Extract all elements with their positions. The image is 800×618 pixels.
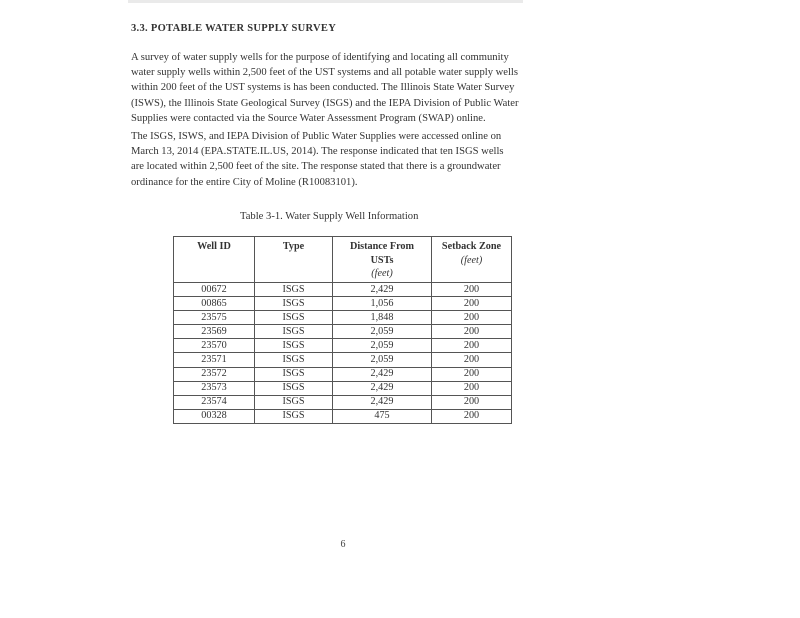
cell-distance: 2,059 bbox=[333, 339, 432, 353]
cell-distance: 1,848 bbox=[333, 311, 432, 325]
cell-well-id: 23574 bbox=[174, 395, 255, 409]
paragraph-line: Supplies were contacted via the Source Water Assessment Program (SWAP) online. bbox=[131, 112, 486, 124]
cell-type: ISGS bbox=[255, 283, 333, 297]
header-distance: Distance From USTs (feet) bbox=[333, 237, 432, 283]
cell-setback: 200 bbox=[432, 283, 512, 297]
top-edge-artifact bbox=[128, 0, 523, 3]
cell-type: ISGS bbox=[255, 409, 333, 423]
table-row bbox=[174, 381, 512, 395]
table-row bbox=[174, 367, 512, 381]
cell-well-id: 23572 bbox=[174, 367, 255, 381]
header-distance-unit: (feet) bbox=[371, 268, 393, 279]
paragraph-line: A survey of water supply wells for the purpose of identifying and locating all community bbox=[131, 52, 509, 63]
cell-setback: 200 bbox=[432, 325, 512, 339]
cell-type: ISGS bbox=[255, 353, 333, 367]
cell-distance: 1,056 bbox=[333, 297, 432, 311]
cell-distance: 2,429 bbox=[333, 381, 432, 395]
cell-type: ISGS bbox=[255, 311, 333, 325]
cell-setback: 200 bbox=[432, 311, 512, 325]
cell-well-id: 23573 bbox=[174, 381, 255, 395]
cell-type: ISGS bbox=[255, 395, 333, 409]
paragraph-line: The ISGS, ISWS, and IEPA Division of Public Water Supplies were accessed online on bbox=[131, 131, 502, 142]
cell-well-id: 23575 bbox=[174, 311, 255, 325]
cell-type: ISGS bbox=[255, 297, 333, 311]
cell-distance: 2,429 bbox=[333, 367, 432, 381]
paragraph-line: March 13, 2014 (EPA.STATE.IL.US, 2014). The response indicated that ten ISGS wells bbox=[131, 146, 504, 158]
cell-setback: 200 bbox=[432, 353, 512, 367]
cell-well-id: 23569 bbox=[174, 325, 255, 339]
table-row bbox=[174, 353, 512, 367]
paragraph-survey-description bbox=[131, 50, 555, 126]
cell-type: ISGS bbox=[255, 339, 333, 353]
table-row bbox=[174, 409, 512, 423]
cell-distance: 2,059 bbox=[333, 325, 432, 339]
table-row bbox=[174, 311, 512, 325]
cell-well-id: 23571 bbox=[174, 353, 255, 367]
table-row bbox=[174, 395, 512, 409]
cell-well-id: 00865 bbox=[174, 297, 255, 311]
page-number: 6 bbox=[340, 539, 346, 550]
paragraph-line: ordinance for the entire City of Moline (R10083101). bbox=[131, 176, 358, 188]
table-row bbox=[174, 283, 512, 297]
paragraph-line: within 200 feet of the UST systems is has been conducted. The Illinois State Water Survey bbox=[131, 82, 515, 94]
paragraph-line: (ISWS), the Illinois State Geological Survey (ISGS) and the IEPA Division of Public Water bbox=[131, 97, 519, 109]
cell-distance: 2,429 bbox=[333, 395, 432, 409]
paragraph-line: water supply wells within 2,500 feet of the UST systems and all potable water supply wells bbox=[131, 67, 518, 79]
header-setback: Setback Zone (feet) bbox=[432, 237, 512, 283]
cell-distance: 2,429 bbox=[333, 283, 432, 297]
cell-well-id: 00672 bbox=[174, 283, 255, 297]
water-supply-well-table bbox=[173, 236, 512, 424]
cell-well-id: 00328 bbox=[174, 409, 255, 423]
header-type: Type bbox=[255, 237, 333, 283]
header-setback-unit: (feet) bbox=[460, 254, 483, 266]
cell-type: ISGS bbox=[255, 367, 333, 381]
cell-setback: 200 bbox=[432, 339, 512, 353]
cell-type: ISGS bbox=[255, 325, 333, 339]
cell-setback: 200 bbox=[432, 367, 512, 381]
cell-distance: 475 bbox=[333, 409, 432, 423]
table-caption: Table 3-1. Water Supply Well Information bbox=[240, 211, 419, 222]
table-row bbox=[174, 297, 512, 311]
table-header-row bbox=[174, 237, 512, 283]
cell-distance: 2,059 bbox=[333, 353, 432, 367]
table-row bbox=[174, 325, 512, 339]
header-well-id: Well ID bbox=[174, 237, 255, 283]
cell-setback: 200 bbox=[432, 395, 512, 409]
paragraph-line: are located within 2,500 feet of the site. The response stated that there is a groundwater bbox=[131, 161, 501, 173]
cell-type: ISGS bbox=[255, 381, 333, 395]
cell-setback: 200 bbox=[432, 381, 512, 395]
paragraph-online-access bbox=[131, 129, 555, 190]
table-row bbox=[174, 339, 512, 353]
section-heading: 3.3. POTABLE WATER SUPPLY SURVEY bbox=[131, 23, 337, 34]
cell-well-id: 23570 bbox=[174, 339, 255, 353]
cell-setback: 200 bbox=[432, 297, 512, 311]
cell-setback: 200 bbox=[432, 409, 512, 423]
